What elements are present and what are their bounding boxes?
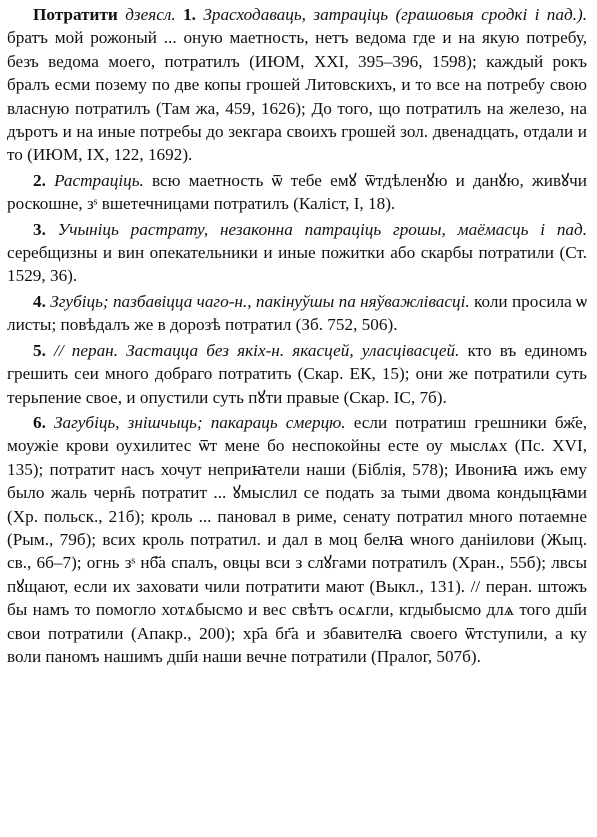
sense-definition: Загубіць, знішчыць; пакараць смерцю.	[53, 412, 346, 432]
sense-definition: Зрасходаваць, затраціць (грашовыя сродкі і пад.).	[203, 5, 588, 24]
sense-1	[7, 3, 587, 167]
sense-quotations: серебщизны и вин опекательники и иные пожитки або скарбы потратили (Ст. 1529, 36).	[7, 243, 587, 286]
sense-number: 2.	[33, 170, 46, 190]
sense-number: 4.	[33, 291, 46, 311]
sense-definition: Растрацiць.	[54, 170, 144, 190]
sense-quotations: коли просила ѡ листы; повѣдалъ же в дорозѣ потратил (Зб. 752, 506).	[7, 291, 588, 335]
sense-3	[7, 218, 587, 288]
sense-number: 3.	[33, 219, 46, 239]
sense-quotations: кто въ единомъ грешить сеи много добраго потратить (Скар. ЕК, 15); они же потратили суть терьпение свое, и опустили суть пꙋти правые (Скар. IC, 7б).	[7, 340, 587, 407]
sense-quotations: братъ мой рожоный ... оную маетность, нетъ ведома где и на якую потребу, безъ ведома моего, потратилъ (ИЮМ, XXI, 395–396, 1598); каждый рокъ бралъ есми позему по две копы грошей Литовскихъ, и то все на потребу свою власную потратилъ (Там жа, 459, 1626); До того, що потратилъ на железо, на дъротъ и на иные потребы до зекгара своихъ грошей зол. двенадцать, отдали и то (ИЮМ, IX, 122, 1692).	[7, 28, 587, 165]
sense-4	[7, 290, 587, 337]
sense-quotations: если потратиш грешники бж҃е, моужіе крови оухилитес ѿт мене бо неспокойны есте оу мыслѧх (Пс. XVI, 135); потратит насъ хочут неприꙗтели наши (Біблія, 578); Ивониꙗ ижъ ему было жаль черн҄ь потратит ... ꙋмыслил се подать за тыми двома кондыцꙗми (Хр. польск., 21б); кроль ... пановал в риме, сенату потратил много потаемне (Рым., 79б); всих кроль потратил. и дал в моц белꙗ ѡного даніилови (Жыц. св., 6б–7); огнь зˢ нб҃а спалъ, овцы вси з слꙋгами потратилъ (Хран., 55б); лвсы пꙋщают, если их заховати чили потратити мают (Выкл., 131). // перан. штожъ бы намъ то помогло хотѧбысмо и вес свѣтъ осѧгли, кгдыбысмо длѧ того дш҃и свои потратили (Апакр., 200); хр҃а бг҃а и збавителꙗ своего ѿтступили, а ку воли паномъ нашимъ дш҃и наши вечне потратили (Пралог, 507б).	[7, 412, 588, 666]
sense-definition: Учыніць растрату, незаконна патраціць грошы, маёмасць і пад.	[57, 219, 588, 239]
sense-number: 5.	[33, 340, 46, 360]
sense-quotations: всю маетность ѿ тебе емꙋ ѿтдѣленꙋю и данꙋю, живꙋчи роскошне, зˢ вшетечницами потратилъ (Каліст, I, 18).	[7, 170, 588, 214]
sense-2	[7, 169, 587, 216]
sense-6	[7, 411, 587, 668]
sense-definition: // перан. Застацца без якіх-н. якасцей, уласцівасцей.	[54, 340, 460, 360]
sense-number: 1.	[183, 5, 196, 24]
sense-definition: Згубіць; пазбавіцца чаго-н., пакінуўшы па няўважлівасці.	[50, 291, 470, 311]
headword: Потратити	[33, 5, 118, 24]
sense-number: 6.	[33, 412, 46, 432]
part-of-speech: дзеясл.	[125, 5, 176, 24]
sense-5	[7, 339, 587, 409]
